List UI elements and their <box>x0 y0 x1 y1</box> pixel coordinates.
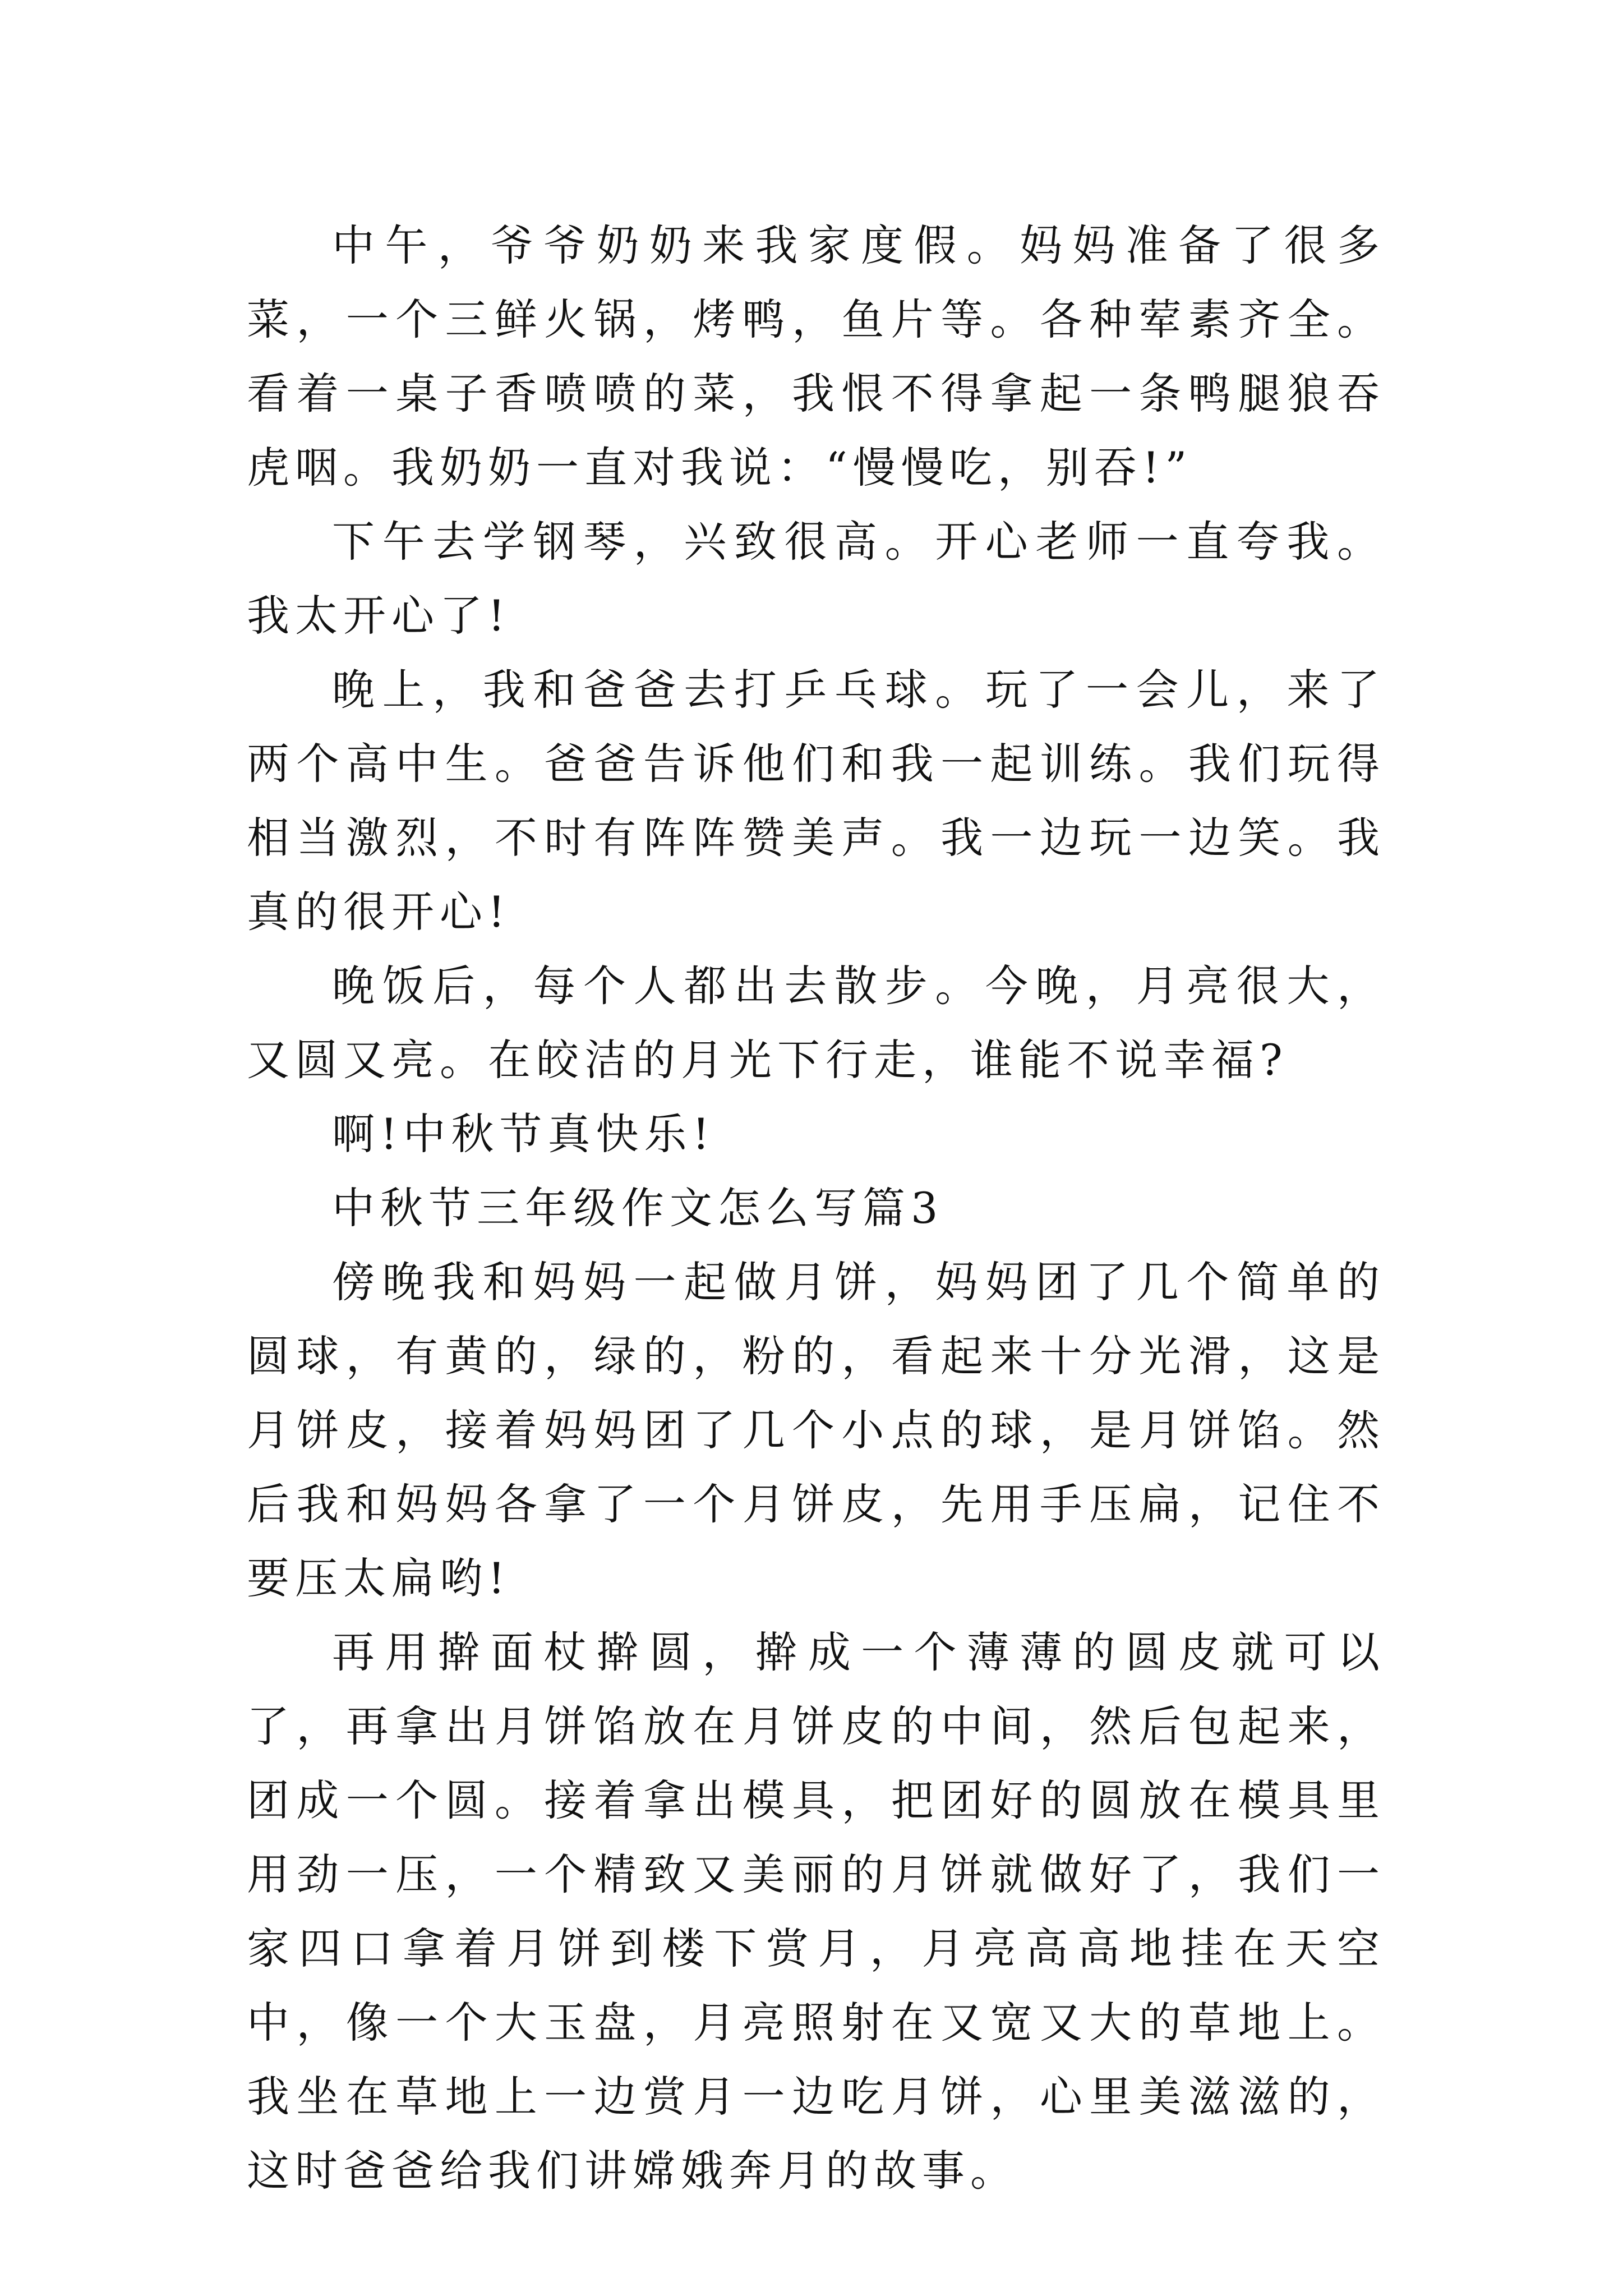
paragraph-walk: 晚饭后，每个人都出去散步。今晚，月亮很大，又圆又亮。在皎洁的月光下行走，谁能不说幸福? <box>247 961 1385 1085</box>
document-body <box>247 209 1385 2208</box>
paragraph-exclaim: 啊!中秋节真快乐! <box>332 1109 716 1159</box>
paragraph-lunch: 中午，爷爷奶奶来我家度假。妈妈准备了很多菜，一个三鲜火锅，烤鸭，鱼片等。各种荤素齐全。看着一桌子香喷喷的菜，我恨不得拿起一条鸭腿狼吞虎咽。我奶奶一直对我说：“慢慢吃，别吞!” <box>247 220 1385 493</box>
paragraph-piano: 下午去学钢琴，兴致很高。开心老师一直夸我。我太开心了! <box>247 517 1385 641</box>
section-heading: 中秋节三年级作文怎么写篇3 <box>332 1183 944 1233</box>
paragraph-ping-pong: 晚上，我和爸爸去打乒乓球。玩了一会儿，来了两个高中生。爸爸告诉他们和我一起训练。我们玩得相当激烈，不时有阵阵赞美声。我一边玩一边笑。我真的很开心! <box>247 665 1385 937</box>
paragraph-mooncake-dough: 傍晚我和妈妈一起做月饼，妈妈团了几个简单的圆球，有黄的，绿的，粉的，看起来十分光滑，这是月饼皮，接着妈妈团了几个小点的球，是月饼馅。然后我和妈妈各拿了一个月饼皮，先用手压扁，记住不要压太扁哟! <box>247 1257 1385 1603</box>
paragraph-mooncake-mold: 再用擀面杖擀圆，擀成一个薄薄的圆皮就可以了，再拿出月饼馅放在月饼皮的中间，然后包起来，团成一个圆。接着拿出模具，把团好的圆放在模具里用劲一压，一个精致又美丽的月饼就做好了，我们一家四口拿着月饼到楼下赏月，月亮高高地挂在天空中，像一个大玉盘，月亮照射在又宽又大的草地上。我坐在草地上一边赏月一边吃月饼，心里美滋滋的，这时爸爸给我们讲嫦娥奔月的故事。 <box>247 1627 1385 2196</box>
